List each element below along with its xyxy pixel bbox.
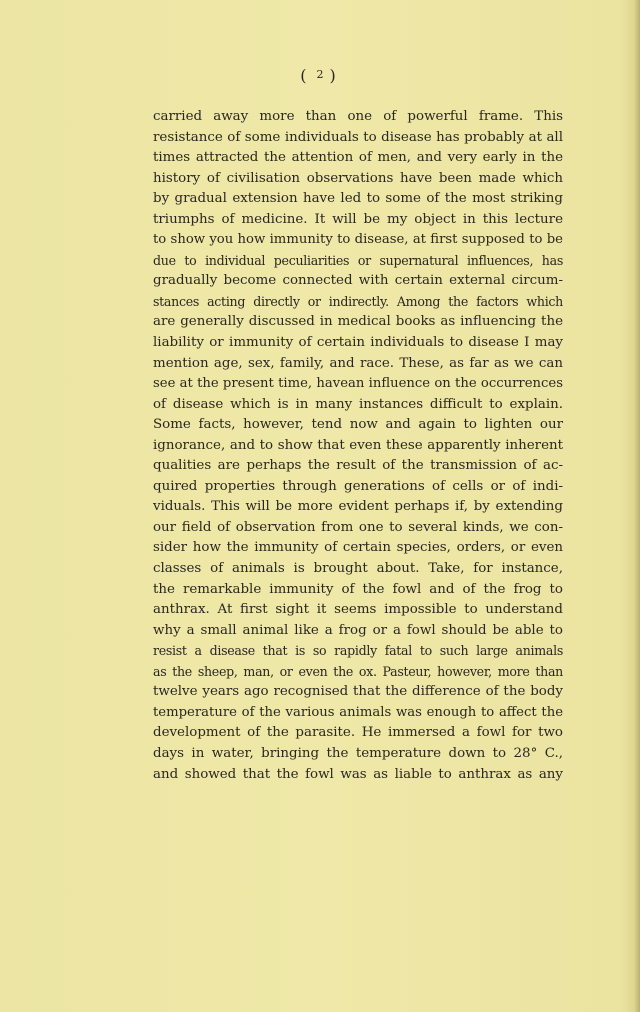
text-line: due to individual peculiarities or supernatural influences, has <box>153 252 563 268</box>
text-line: temperature of the various animals was enough to affect the <box>153 704 563 720</box>
text-line: days in water, bringing the temperature down to 28° C., <box>153 745 563 761</box>
text-line: resistance of some individuals to disease has probably at all <box>153 129 563 145</box>
page-edge-shadow <box>634 0 640 1012</box>
text-line: of disease which is in many instances difficult to explain. <box>153 396 563 412</box>
text-line: liability or immunity of certain individuals to disease I may <box>153 335 563 351</box>
text-line: gradually become connected with certain external circum- <box>153 273 563 289</box>
text-line: as the sheep, man, or even the ox. Pasteur, however, more than <box>153 663 563 679</box>
text-line: ignorance, and to show that even these apparently inherent <box>153 437 563 453</box>
page-number <box>0 66 640 85</box>
text-line: why a small animal like a frog or a fowl should be able to <box>153 622 563 638</box>
text-line: qualities are perhaps the result of the transmission of ac- <box>153 458 563 474</box>
text-line: quired properties through generations of cells or of indi- <box>153 478 563 494</box>
text-line: resist a disease that is so rapidly fatal to such large animals <box>153 643 563 659</box>
text-line: twelve years ago recognised that the difference of the body <box>153 684 563 700</box>
text-line: Some facts, however, tend now and again to lighten our <box>153 417 563 433</box>
body-text <box>153 107 563 785</box>
page-number-close: ) <box>329 66 340 85</box>
text-line: anthrax. At first sight it seems impossible to understand <box>153 602 563 618</box>
page-number-open: ( <box>300 66 311 85</box>
text-line: triumphs of medicine. It will be my object in this lecture <box>153 211 563 227</box>
text-line: the remarkable immunity of the fowl and of the frog to <box>153 581 563 597</box>
text-line: are generally discussed in medical books as influencing the <box>153 314 563 330</box>
text-line: history of civilisation observations have been made which <box>153 170 563 186</box>
text-line: times attracted the attention of men, and very early in the <box>153 150 563 166</box>
text-line: by gradual extension have led to some of the most striking <box>153 191 563 207</box>
text-line: viduals. This will be more evident perhaps if, by extending <box>153 499 563 515</box>
text-line: our field of observation from one to several kinds, we con- <box>153 519 563 535</box>
text-line: see at the present time, havean influence on the occurrences <box>153 376 563 392</box>
text-line: to show you how immunity to disease, at first supposed to be <box>153 232 563 248</box>
text-line: mention age, sex, family, and race. These, as far as we can <box>153 355 563 371</box>
page-number-value: 2 <box>316 68 324 81</box>
text-line: development of the parasite. He immersed a fowl for two <box>153 725 563 741</box>
text-line: classes of animals is brought about. Take, for instance, <box>153 561 563 577</box>
text-line: stances acting directly or indirectly. Among the factors which <box>153 293 563 309</box>
text-line: and showed that the fowl was as liable to anthrax as any <box>153 766 563 782</box>
text-line: carried away more than one of powerful frame. This <box>153 109 563 124</box>
text-line: sider how the immunity of certain species, orders, or even <box>153 540 563 556</box>
